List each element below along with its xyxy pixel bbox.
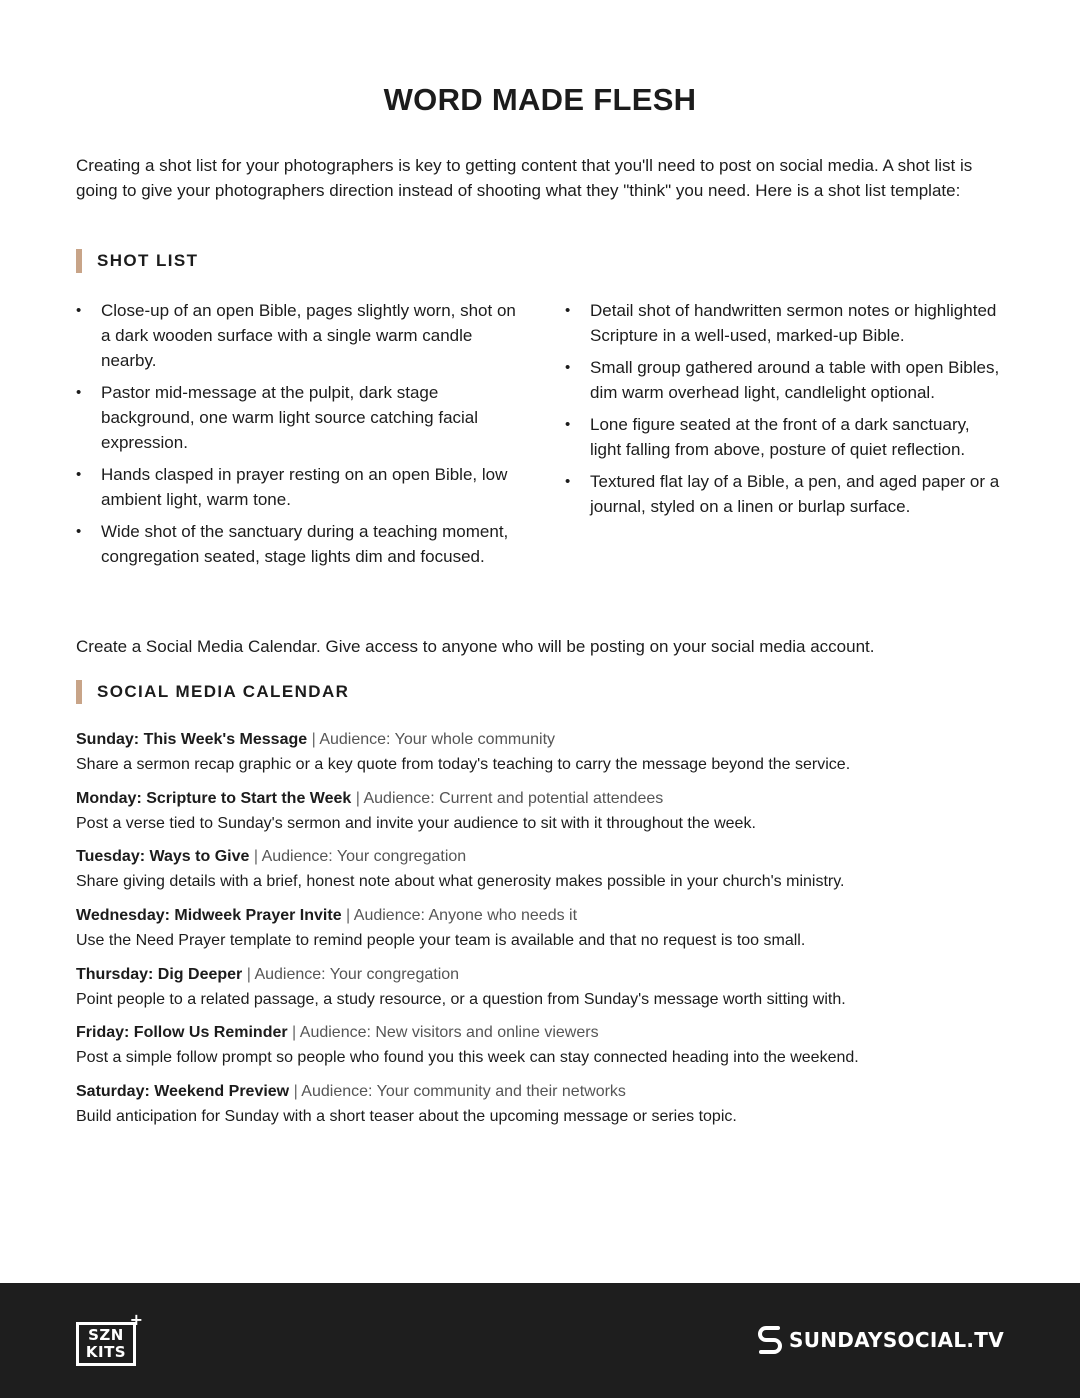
separator: | (242, 965, 255, 983)
calendar-description: Point people to a related passage, a study resource, or a question from Sunday's message worth sitting with. (76, 990, 846, 1008)
calendar-entry (76, 962, 1026, 1021)
shot-list-item: • Close-up of an open Bible, pages slightly worn, shot on a dark wooden surface with a single warm candle nearby. (76, 298, 516, 373)
shot-list-item: • Hands clasped in prayer resting on an open Bible, low ambient light, warm tone. (76, 462, 516, 512)
shot-list-item: • Wide shot of the sanctuary during a teaching moment, congregation seated, stage lights dim and focused. (76, 519, 516, 569)
calendar-entry (76, 844, 1026, 903)
bullet-icon: • (565, 359, 571, 376)
accent-bar (76, 249, 82, 273)
calendar-day: Thursday: Dig Deeper (76, 965, 243, 983)
shot-list-item: • Detail shot of handwritten sermon notes or highlighted Scripture in a well-used, marked-up Bible. (565, 298, 1005, 348)
separator: | (289, 1083, 302, 1101)
calendar-description: Post a verse tied to Sunday's sermon and invite your audience to sit with it throughout the week. (76, 814, 756, 832)
calendar-entry (76, 1020, 1026, 1079)
shot-list-left-column (76, 298, 516, 576)
calendar-audience: Audience: Your community and their networks (301, 1083, 626, 1101)
shot-list-item: • Lone figure seated at the front of a dark sanctuary, light falling from above, posture of quiet reflection. (565, 412, 1005, 462)
calendar-day: Saturday: Weekend Preview (76, 1083, 290, 1101)
separator: | (249, 848, 262, 866)
shot-list-item: • Pastor mid-message at the pulpit, dark stage background, one warm light source catching facial expression. (76, 380, 516, 455)
separator: | (341, 907, 354, 925)
calendar-day: Wednesday: Midweek Prayer Invite (76, 907, 342, 925)
szn-kits-logo-box: SZN KITS (76, 1322, 136, 1366)
bullet-icon: • (76, 466, 82, 483)
accent-bar (76, 680, 82, 704)
calendar-day: Friday: Follow Us Reminder (76, 1024, 288, 1042)
plus-icon: + (129, 1310, 143, 1329)
calendar-audience: Audience: Your whole community (319, 731, 556, 748)
calendar-entry (76, 727, 1026, 786)
calendar-day: Tuesday: Ways to Give (76, 848, 250, 866)
bullet-icon: • (76, 384, 82, 401)
brand-name: SUNDAYSOCIAL.TV (789, 1328, 1004, 1352)
calendar-description: Share giving details with a brief, honest note about what generosity makes possible in your church's ministry. (76, 873, 845, 891)
separator: | (307, 731, 320, 748)
bullet-icon: • (76, 523, 82, 540)
calendar-description: Use the Need Prayer template to remind people your team is available and that no request is too small. (76, 932, 806, 950)
footer (0, 1283, 1080, 1398)
calendar-audience: Audience: Anyone who needs it (353, 907, 578, 925)
calendar-description: Build anticipation for Sunday with a short teaser about the upcoming message or series topic. (76, 1108, 737, 1126)
separator: | (351, 789, 364, 807)
shot-list-item: • Textured flat lay of a Bible, a pen, and aged paper or a journal, styled on a linen or burlap surface. (565, 469, 1005, 519)
calendar-entry (76, 786, 1026, 845)
calendar-intro: Create a Social Media Calendar. Give access to anyone who will be posting on your social media account. (76, 637, 875, 656)
calendar-description: Share a sermon recap graphic or a key quote from today's teaching to carry the message beyond the service. (76, 756, 851, 773)
calendar-day: Sunday: This Week's Message (76, 731, 308, 748)
calendar-audience: Audience: New visitors and online viewers (299, 1024, 599, 1042)
calendar-day: Monday: Scripture to Start the Week (76, 789, 352, 807)
shot-list-heading-label: SHOT LIST (97, 251, 199, 270)
calendar-audience: Audience: Current and potential attendees (363, 789, 664, 807)
intro-paragraph: Creating a shot list for your photographers is key to getting content that you'll need to post on social media. A shot list is going to give your photographers direction instead of shooting what they "think" you need. Here is a shot list template: (76, 156, 973, 200)
calendar-list (76, 727, 1026, 1138)
calendar-description: Post a simple follow prompt so people who found you this week can stay connected heading into the weekend. (76, 1049, 859, 1067)
shot-list-right-column (565, 298, 1005, 526)
calendar-entry (76, 1079, 1026, 1138)
calendar-audience: Audience: Your congregation (254, 965, 460, 983)
calendar-entry (76, 903, 1026, 962)
sundaysocial-s-icon (757, 1325, 783, 1355)
separator: | (287, 1024, 300, 1042)
sundaysocial-brand (757, 1325, 1004, 1355)
shot-list-heading (76, 249, 198, 273)
calendar-heading (76, 680, 349, 704)
bullet-icon: • (565, 302, 571, 319)
shot-list-item: • Small group gathered around a table with open Bibles, dim warm overhead light, candlelight optional. (565, 355, 1005, 405)
bullet-icon: • (565, 416, 571, 433)
szn-kits-logo (76, 1310, 143, 1366)
calendar-heading-label: SOCIAL MEDIA CALENDAR (97, 682, 350, 701)
bullet-icon: • (565, 473, 571, 490)
bullet-icon: • (76, 302, 82, 319)
calendar-audience: Audience: Your congregation (261, 848, 467, 866)
page-title: WORD MADE FLESH (383, 82, 697, 117)
